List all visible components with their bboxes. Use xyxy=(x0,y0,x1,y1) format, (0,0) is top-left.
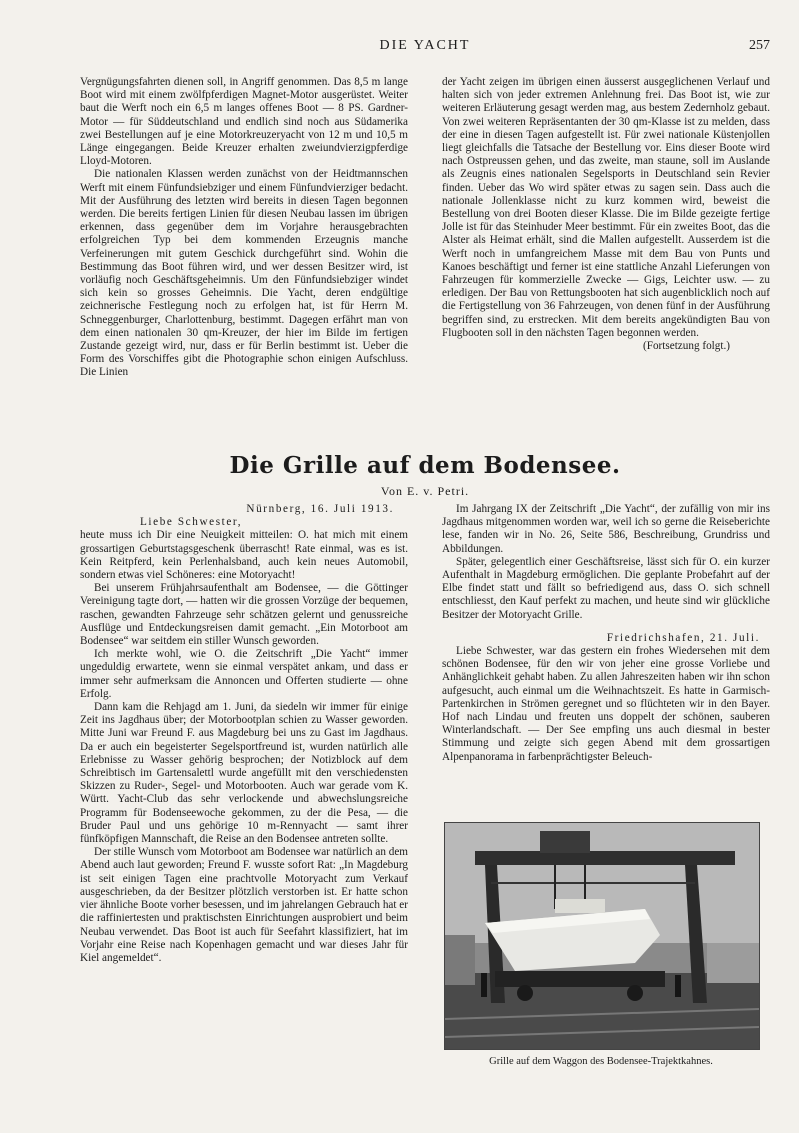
article-title: Die Grille auf dem Bodensee. xyxy=(229,452,621,479)
salutation: Liebe Schwester, xyxy=(140,516,243,529)
column-top-left xyxy=(80,76,408,380)
paragraph: Vergnügungsfahrten dienen soll, in Angriff genommen. Das 8,5 m lange Boot wird mit einem zwölfpferdigen Magnet-Motor ausgerüstet. Weiter baut die Werft noch ein 6,5 m langes offenes Boot — 8 PS. Gardner-Motor — für Süddeutschland und endlich sind noch aus Südamerika zwei Bestellungen auf je eine Motorkreuzeryacht von 12 m und 10,5 m Länge eingegangen. Beide Kreuzer erhalten zweiundvierzigpferdige Lloyd-Motoren. xyxy=(80,76,408,168)
page-number: 257 xyxy=(749,38,770,53)
paragraph: Der stille Wunsch vom Motorboot am Bodensee war natürlich an dem Abend auch laut geworden; Freund F. wusste sofort Rat: „In Magdeburg ist seit einigen Tagen eine prachtvolle Motoryacht zum Verkauf ausgeschrieben, da der Besitzer plötzlich verstorben ist. Er hatte schon vier ähnliche Boote vorher besessen, und im jahrelangen Gebrauch hat er die raffiniertesten und praktischsten Einrichtungen ausprobiert und beim Neubau verwendet. Das Boot ist auch für Seefahrt klassifiziert, hat im Vorjahr eine Reise nach Kopenhagen gemacht und war dieses Jahr für Kiel angemeldet“. xyxy=(80,846,408,964)
paragraph: Ich merkte wohl, wie O. die Zeitschrift „Die Yacht“ immer ungeduldig erwartete, wenn sie einmal verspätet ankam, und dass er immer sehr aufmerksam die Annoncen und Offerten studierte — ohne Erfolg. xyxy=(80,648,408,700)
continuation-note: (Fortsetzung folgt.) xyxy=(643,340,730,353)
column-article-left xyxy=(80,503,408,965)
paragraph: heute muss ich Dir eine Neuigkeit mitteilen: O. hat mich mit einem grossartigen Geburtstagsgeschenk überrascht! Rate einmal, was es ist. Kein Reitpferd, kein Perlenhalsband, auch kein neues Automobil, sondern etwas viel Schöneres: eine Motoryacht! xyxy=(80,529,408,582)
column-article-right xyxy=(442,503,770,764)
dateline: Nürnberg, 16. Juli 1913. xyxy=(246,503,394,515)
photo-caption: Grille auf dem Waggon des Bodensee-Trajektkahnes. xyxy=(489,1056,713,1067)
paragraph: Die nationalen Klassen werden zunächst von der Heidtmannschen Werft mit einem Fünfundsiebziger und einem Fünfundvierziger bedacht. Mit der Ausführung des letzten wird bereits in diesen Tagen begonnen werden. Die bereits fertigen Linien für diesen Neubau lassen im übrigen erkennen, dass gegenüber dem im Vorjahre herausgebrachten erfolgreichen Typ bei dem kommenden Erzeugnis manche Verfeinerungen mit gutem Geschick durchgeführt sind. Wohin die Bestimmung das Boot führen wird, und wer dessen Besitzer wird, ist vorläufig noch Geschäftsgeheimnis. Um den Fünfundsiebziger windet sich kein so grosses Geheimnis. Die Yacht, deren endgültige zeichnerische Festlegung noch zu erfolgen hat, ist für Herrn M. Schneggenburger, Charlottenburg, bestimmt. Dagegen erfährt man von dem einen nationalen 30 qm-Kreuzer, der hier im Bilde im fertigen Zustande gezeigt wird, nur, dass er für Berlin bestimmt ist. Ueber die Form des Vorschiffes gibt die Photographie schon einigen Aufschluss. Die Linien xyxy=(80,168,408,379)
paragraph: der Yacht zeigen im übrigen einen äusserst ausgeglichenen Verlauf und halten sich von jeder extremen Anlehnung frei. Das Boot ist, wie zur weiteren Erläuterung gesagt werden mag, aus bestem Zedernholz gebaut. Von zwei weiteren Repräsentanten der 30 qm-Klasse ist zu melden, dass der eine in diesen Tagen aufgestellt ist. Für zwei nationale Küstenjollen liegt gleichfalls die Tatsache der Bestellung vor. Eins dieser Boote wird nach Ostpreussen gehen, und das zweite, man staune, soll im Auslande als Zeugnis eines nationalen Segelsports in Deutschland sein Revier finden. Ueber das Wo wird später etwas zu sagen sein. Dass auch die nationale Jollenklasse nicht zu kurz kommen wird, beweist die Bestellung von drei Booten dieser Klasse. Die im Bilde gezeigte fertige Jolle ist für das Steinhuder Meer bestimmt. Für ein zweites Boot, das die Alster als Heimat erhält, sind die Mallen aufgestellt. Ausserdem ist die Werft noch in umfangreichem Masse mit dem Bau von Punts und Kanoes beschäftigt und ferner ist eine stattliche Anzahl Lieferungen von Fahrzeugen für kommerzielle Zwecke — Gigs, Leichter usw. — zu erledigen. Der Bau von Rettungsbooten hat sich augenblicklich noch auf die Fertigstellung von 36 Fahrzeugen, von denen fünf in der Ausführung begriffen sind, zu erstrecken. Mit dem bereits angekündigten Bau von Flugbooten soll in den nächsten Tagen begonnen werden. xyxy=(442,76,770,339)
photo-illustration xyxy=(445,823,759,1049)
journal-title: DIE YACHT xyxy=(379,38,471,53)
paragraph: Dann kam die Rehjagd am 1. Juni, da siedeln wir immer für einige Zeit ins Jagdhaus über; der Motorbootplan schien zu Wasser geworden. Mitte Juni war Freund F. aus Magdeburg bei uns zu Gast im Jagdhaus. Da er auch ein begeisterter Segelsportfreund ist, wurden natürlich alle Erlebnisse zu Wasser gehörig besprochen; der Notizblock auf dem Schreibtisch im Gartensalettl wurde angefüllt mit den verschiedensten Skizzen zu Ruder-, Segel- und Motorbooten. Auch war gerade vom K. Württ. Yacht-Club das sehr verlockende und abwechslungsreiche Programm für Bodenseewoche gekommen, zu der die Pesa, — die Bruder Paul und uns gehörige 10 m-Rennyacht — samt ihrer fünfköpfigen Mannschaft, die Reise an den Bodensee antreten sollte. xyxy=(80,701,408,846)
paragraph: Liebe Schwester, war das gestern ein frohes Wiedersehen mit dem schönen Bodensee, für den wir von jeher eine grosse Vorliebe und Anhänglichkeit gehabt haben. Zu allen Jahreszeiten haben wir ihn schon aufgesucht, auch einmal um die Weihnachtszeit. Es hatte in Garmisch-Partenkirchen in Strömen geregnet und so flüchteten wir in den Bayer. Hof nach Lindau und freuten uns doppelt der schönen, sauberen Winterlandschaft. — Der See empfing uns auch diesmal in bester Stimmung und zeigte sich gegen Abend mit dem grossartigen Alpenpanorama in farbenprächtigster Beleuch- xyxy=(442,645,770,763)
column-top-right xyxy=(442,76,770,353)
article-byline: Von E. v. Petri. xyxy=(380,484,470,498)
photo-grille-on-waggon xyxy=(444,822,760,1050)
paragraph: Bei unserem Frühjahrsaufenthalt am Bodensee, — die Göttinger Vereinigung tagte dort, — hatten wir die grossen Vorzüge der bequemen, raschen, gewandten Fahrzeuge sehr schätzen gelernt und genussreiche Ausflüge und Entdeckungsreisen damit gemacht. „Ein Motorboot am Bodensee“ war seitdem ein stiller Wunsch geworden. xyxy=(80,582,408,648)
paragraph: Später, gelegentlich einer Geschäftsreise, lässt sich für O. ein kurzer Aufenthalt in Magdeburg ermöglichen. Die geplante Probefahrt auf der Elbe findet statt und fällt so befriedigend aus, dass O. sich schnell entschliesst, den Kauf perfekt zu machen, und heute sind wir glückliche Besitzer der Motoryacht Grille. xyxy=(442,555,770,621)
dateline: Friedrichshafen, 21. Juli. xyxy=(606,631,760,644)
running-head xyxy=(80,38,770,58)
paragraph: Im Jahrgang IX der Zeitschrift „Die Yacht“, der zufällig von mir ins Jagdhaus mitgenommen worden war, weil ich so gerne die Reiseberichte lese, fanden wir in No. 26, Seite 586, Beschreibung, Grundriss und Abbildungen. xyxy=(442,503,770,555)
